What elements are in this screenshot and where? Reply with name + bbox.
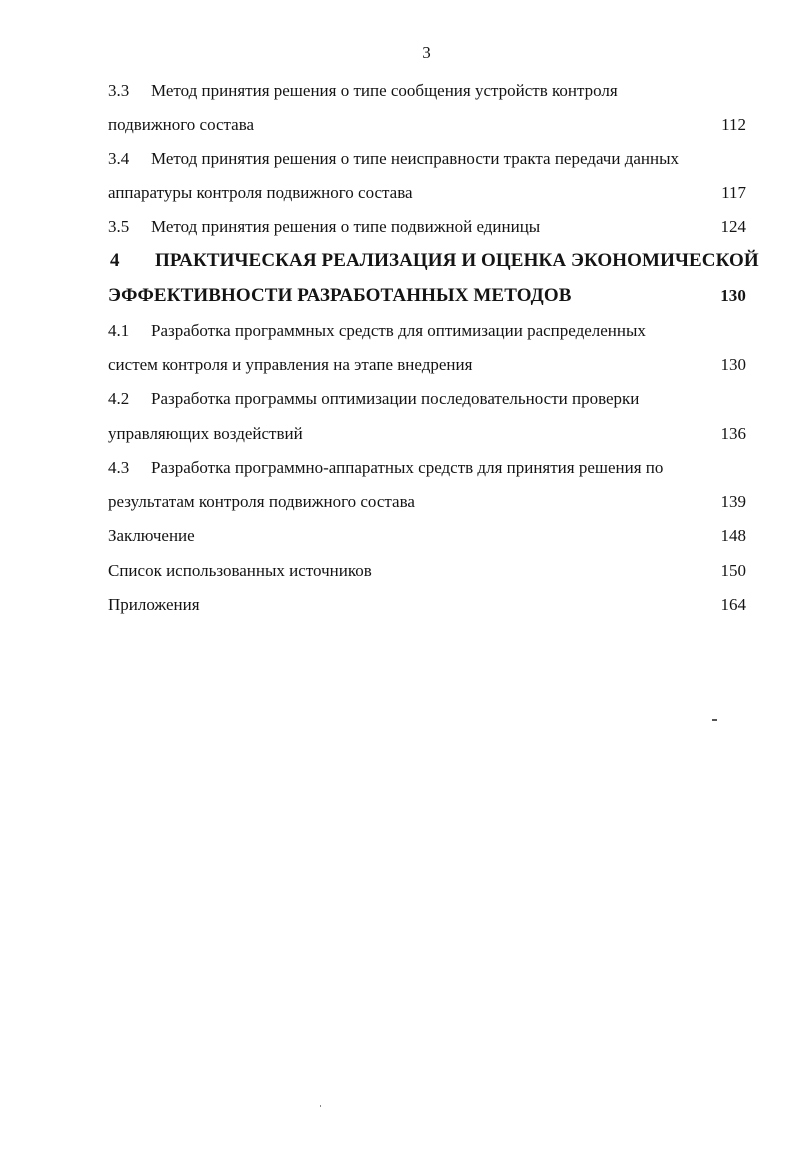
toc-number: 3.5: [108, 217, 130, 236]
toc-entry-4-1-cont: [108, 354, 746, 376]
toc-entry-conclusion: [108, 525, 746, 547]
toc-text: ПРАКТИЧЕСКАЯ РЕАЛИЗАЦИЯ И ОЦЕНКА ЭКОНОМИЧЕСКОЙ: [155, 250, 759, 271]
toc-page: 164: [720, 595, 746, 614]
page-number: 3: [422, 43, 431, 62]
toc-entry-4-2-cont: [108, 423, 746, 445]
toc-page: 112: [721, 115, 746, 134]
toc-text: Приложения: [108, 595, 200, 614]
toc-chapter-4: [108, 250, 759, 272]
toc-text: подвижного состава: [108, 115, 255, 134]
toc-text: Метод принятия решения о типе неисправности тракта передачи данных: [151, 149, 680, 168]
toc-entry-3-3: [108, 80, 746, 102]
scan-mark: [712, 719, 717, 721]
toc-page: 150: [720, 561, 746, 580]
toc-number: 4.3: [108, 458, 130, 477]
toc-text: результатам контроля подвижного состава: [108, 492, 415, 511]
toc-page: 130: [720, 355, 746, 374]
toc-entry-4-1: [108, 320, 746, 342]
toc-text: Разработка программно-аппаратных средств для принятия решения по: [151, 458, 664, 477]
toc-page: 148: [720, 526, 746, 545]
toc-page: 139: [720, 492, 746, 511]
toc-text: Разработка программы оптимизации последовательности проверки: [151, 389, 640, 408]
toc-entry-4-2: [108, 388, 746, 410]
toc-text: Метод принятия решения о типе сообщения устройств контроля: [151, 81, 618, 100]
toc-number: 4.1: [108, 321, 130, 340]
toc-entry-3-3-cont: [108, 114, 746, 136]
toc-entry-3-5: [108, 216, 746, 238]
toc-text: ЭФФЕКТИВНОСТИ РАЗРАБОТАННЫХ МЕТОДОВ: [108, 285, 572, 306]
toc-entry-3-4: [108, 148, 746, 170]
toc-entry-appendices: [108, 594, 746, 616]
toc-text: управляющих воздействий: [108, 424, 303, 443]
toc-entry-3-4-cont: [108, 182, 746, 204]
toc-entry-4-3-cont: [108, 491, 746, 513]
toc-entry-4-3: [108, 457, 746, 479]
toc-number: 3.4: [108, 149, 130, 168]
toc-number: 3.3: [108, 81, 130, 100]
toc-number: 4: [110, 250, 120, 271]
toc-entry-references: [108, 560, 746, 582]
toc-text: Метод принятия решения о типе подвижной единицы: [151, 217, 541, 236]
toc-page: 136: [720, 424, 746, 443]
toc-text: систем контроля и управления на этапе внедрения: [108, 355, 473, 374]
toc-text: Разработка программных средств для оптимизации распределенных: [151, 321, 646, 340]
toc-text: Список использованных источников: [108, 561, 372, 580]
toc-chapter-4-cont: [108, 285, 746, 307]
scan-dot: [320, 1105, 321, 1107]
toc-page: 117: [721, 183, 746, 202]
toc-number: 4.2: [108, 389, 130, 408]
toc-text: аппаратуры контроля подвижного состава: [108, 183, 413, 202]
toc-page: 130: [720, 286, 746, 305]
toc-page: 124: [720, 217, 746, 236]
toc-text: Заключение: [108, 526, 195, 545]
